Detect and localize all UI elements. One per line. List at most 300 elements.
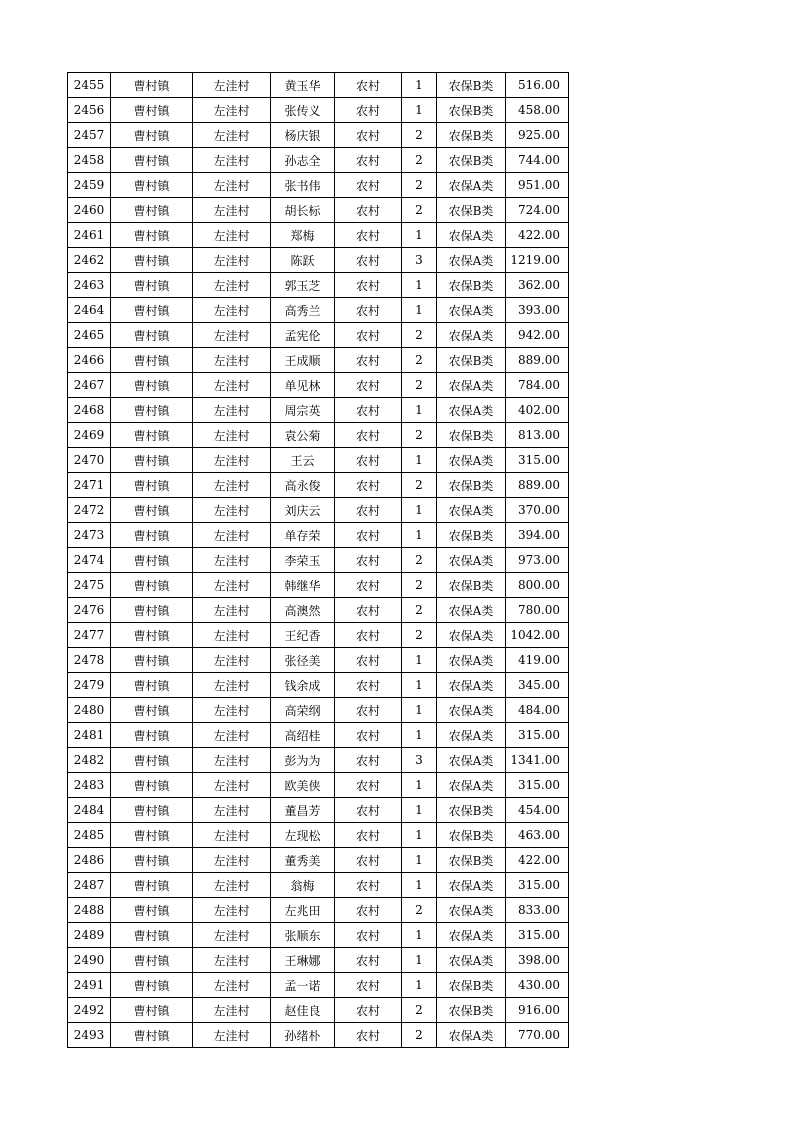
town-cell: 曹村镇 xyxy=(111,998,193,1023)
amount-cell: 398.00 xyxy=(506,948,569,973)
household-count-cell: 1 xyxy=(402,973,437,998)
insurance-category-cell: 农保A类 xyxy=(437,648,506,673)
town-cell: 曹村镇 xyxy=(111,723,193,748)
town-cell: 曹村镇 xyxy=(111,248,193,273)
record-id-cell: 2456 xyxy=(68,98,111,123)
table-row xyxy=(68,648,569,673)
village-cell: 左洼村 xyxy=(193,923,271,948)
table-row xyxy=(68,948,569,973)
village-cell: 左洼村 xyxy=(193,748,271,773)
insurance-category-cell: 农保A类 xyxy=(437,373,506,398)
person-name-cell: 王琳娜 xyxy=(271,948,335,973)
village-cell: 左洼村 xyxy=(193,873,271,898)
record-id-cell: 2459 xyxy=(68,173,111,198)
insurance-category-cell: 农保A类 xyxy=(437,698,506,723)
insurance-category-cell: 农保B类 xyxy=(437,348,506,373)
amount-cell: 833.00 xyxy=(506,898,569,923)
record-id-cell: 2462 xyxy=(68,248,111,273)
household-count-cell: 1 xyxy=(402,648,437,673)
table-row xyxy=(68,698,569,723)
amount-cell: 402.00 xyxy=(506,398,569,423)
record-id-cell: 2467 xyxy=(68,373,111,398)
amount-cell: 362.00 xyxy=(506,273,569,298)
village-cell: 左洼村 xyxy=(193,223,271,248)
household-count-cell: 2 xyxy=(402,1023,437,1048)
household-count-cell: 2 xyxy=(402,373,437,398)
record-id-cell: 2460 xyxy=(68,198,111,223)
town-cell: 曹村镇 xyxy=(111,298,193,323)
insurance-category-cell: 农保B类 xyxy=(437,848,506,873)
insurance-category-cell: 农保A类 xyxy=(437,723,506,748)
table-row xyxy=(68,498,569,523)
amount-cell: 916.00 xyxy=(506,998,569,1023)
insurance-category-cell: 农保B类 xyxy=(437,123,506,148)
amount-cell: 393.00 xyxy=(506,298,569,323)
table-row xyxy=(68,573,569,598)
town-cell: 曹村镇 xyxy=(111,673,193,698)
insurance-category-cell: 农保B类 xyxy=(437,148,506,173)
insurance-category-cell: 农保B类 xyxy=(437,523,506,548)
person-name-cell: 翁梅 xyxy=(271,873,335,898)
record-id-cell: 2487 xyxy=(68,873,111,898)
record-id-cell: 2464 xyxy=(68,298,111,323)
person-name-cell: 高秀兰 xyxy=(271,298,335,323)
amount-cell: 1219.00 xyxy=(506,248,569,273)
area-type-cell: 农村 xyxy=(335,373,402,398)
person-name-cell: 董秀美 xyxy=(271,848,335,873)
record-id-cell: 2455 xyxy=(68,73,111,98)
household-count-cell: 2 xyxy=(402,573,437,598)
town-cell: 曹村镇 xyxy=(111,773,193,798)
person-name-cell: 张顺东 xyxy=(271,923,335,948)
table-row xyxy=(68,198,569,223)
record-id-cell: 2457 xyxy=(68,123,111,148)
amount-cell: 419.00 xyxy=(506,648,569,673)
insurance-category-cell: 农保A类 xyxy=(437,498,506,523)
town-cell: 曹村镇 xyxy=(111,348,193,373)
household-count-cell: 1 xyxy=(402,273,437,298)
table-row xyxy=(68,98,569,123)
town-cell: 曹村镇 xyxy=(111,1023,193,1048)
town-cell: 曹村镇 xyxy=(111,823,193,848)
household-count-cell: 1 xyxy=(402,723,437,748)
area-type-cell: 农村 xyxy=(335,298,402,323)
area-type-cell: 农村 xyxy=(335,698,402,723)
household-count-cell: 1 xyxy=(402,873,437,898)
household-count-cell: 2 xyxy=(402,423,437,448)
person-name-cell: 董昌芳 xyxy=(271,798,335,823)
town-cell: 曹村镇 xyxy=(111,548,193,573)
table-row xyxy=(68,798,569,823)
record-id-cell: 2465 xyxy=(68,323,111,348)
area-type-cell: 农村 xyxy=(335,773,402,798)
table-row xyxy=(68,448,569,473)
area-type-cell: 农村 xyxy=(335,523,402,548)
person-name-cell: 王纪香 xyxy=(271,623,335,648)
area-type-cell: 农村 xyxy=(335,148,402,173)
area-type-cell: 农村 xyxy=(335,723,402,748)
record-id-cell: 2470 xyxy=(68,448,111,473)
record-id-cell: 2458 xyxy=(68,148,111,173)
household-count-cell: 1 xyxy=(402,948,437,973)
person-name-cell: 陈跃 xyxy=(271,248,335,273)
area-type-cell: 农村 xyxy=(335,248,402,273)
person-name-cell: 单见林 xyxy=(271,373,335,398)
table-row xyxy=(68,173,569,198)
amount-cell: 394.00 xyxy=(506,523,569,548)
area-type-cell: 农村 xyxy=(335,823,402,848)
record-id-cell: 2491 xyxy=(68,973,111,998)
village-cell: 左洼村 xyxy=(193,198,271,223)
amount-cell: 454.00 xyxy=(506,798,569,823)
village-cell: 左洼村 xyxy=(193,823,271,848)
town-cell: 曹村镇 xyxy=(111,798,193,823)
person-name-cell: 左兆田 xyxy=(271,898,335,923)
village-cell: 左洼村 xyxy=(193,98,271,123)
amount-cell: 422.00 xyxy=(506,848,569,873)
town-cell: 曹村镇 xyxy=(111,148,193,173)
record-id-cell: 2483 xyxy=(68,773,111,798)
table-row xyxy=(68,423,569,448)
person-name-cell: 孟一诺 xyxy=(271,973,335,998)
insurance-category-cell: 农保A类 xyxy=(437,548,506,573)
village-cell: 左洼村 xyxy=(193,423,271,448)
person-name-cell: 欧美侠 xyxy=(271,773,335,798)
amount-cell: 973.00 xyxy=(506,548,569,573)
amount-cell: 315.00 xyxy=(506,448,569,473)
amount-cell: 463.00 xyxy=(506,823,569,848)
household-count-cell: 2 xyxy=(402,473,437,498)
record-id-cell: 2484 xyxy=(68,798,111,823)
record-id-cell: 2489 xyxy=(68,923,111,948)
table-row xyxy=(68,323,569,348)
insurance-category-cell: 农保A类 xyxy=(437,298,506,323)
table-row xyxy=(68,548,569,573)
amount-cell: 889.00 xyxy=(506,473,569,498)
table-row xyxy=(68,1023,569,1048)
town-cell: 曹村镇 xyxy=(111,698,193,723)
person-name-cell: 高绍桂 xyxy=(271,723,335,748)
area-type-cell: 农村 xyxy=(335,673,402,698)
table-row xyxy=(68,473,569,498)
table-row xyxy=(68,723,569,748)
village-cell: 左洼村 xyxy=(193,673,271,698)
household-count-cell: 1 xyxy=(402,798,437,823)
household-count-cell: 2 xyxy=(402,348,437,373)
area-type-cell: 农村 xyxy=(335,1023,402,1048)
insurance-category-cell: 农保A类 xyxy=(437,623,506,648)
town-cell: 曹村镇 xyxy=(111,173,193,198)
village-cell: 左洼村 xyxy=(193,298,271,323)
person-name-cell: 王云 xyxy=(271,448,335,473)
amount-cell: 770.00 xyxy=(506,1023,569,1048)
table-row xyxy=(68,598,569,623)
record-id-cell: 2476 xyxy=(68,598,111,623)
record-id-cell: 2490 xyxy=(68,948,111,973)
person-name-cell: 杨庆银 xyxy=(271,123,335,148)
area-type-cell: 农村 xyxy=(335,473,402,498)
area-type-cell: 农村 xyxy=(335,973,402,998)
area-type-cell: 农村 xyxy=(335,573,402,598)
village-cell: 左洼村 xyxy=(193,698,271,723)
area-type-cell: 农村 xyxy=(335,273,402,298)
household-count-cell: 2 xyxy=(402,123,437,148)
amount-cell: 813.00 xyxy=(506,423,569,448)
insurance-category-cell: 农保B类 xyxy=(437,998,506,1023)
area-type-cell: 农村 xyxy=(335,398,402,423)
town-cell: 曹村镇 xyxy=(111,898,193,923)
household-count-cell: 1 xyxy=(402,298,437,323)
area-type-cell: 农村 xyxy=(335,323,402,348)
village-cell: 左洼村 xyxy=(193,598,271,623)
area-type-cell: 农村 xyxy=(335,498,402,523)
area-type-cell: 农村 xyxy=(335,198,402,223)
person-name-cell: 郭玉芝 xyxy=(271,273,335,298)
amount-cell: 925.00 xyxy=(506,123,569,148)
insurance-category-cell: 农保A类 xyxy=(437,923,506,948)
household-count-cell: 2 xyxy=(402,998,437,1023)
insurance-category-cell: 农保A类 xyxy=(437,898,506,923)
insurance-category-cell: 农保A类 xyxy=(437,248,506,273)
village-cell: 左洼村 xyxy=(193,73,271,98)
insurance-category-cell: 农保A类 xyxy=(437,223,506,248)
amount-cell: 430.00 xyxy=(506,973,569,998)
amount-cell: 744.00 xyxy=(506,148,569,173)
town-cell: 曹村镇 xyxy=(111,623,193,648)
town-cell: 曹村镇 xyxy=(111,123,193,148)
town-cell: 曹村镇 xyxy=(111,748,193,773)
household-count-cell: 1 xyxy=(402,448,437,473)
table-row xyxy=(68,123,569,148)
town-cell: 曹村镇 xyxy=(111,873,193,898)
table-row xyxy=(68,973,569,998)
record-id-cell: 2475 xyxy=(68,573,111,598)
household-count-cell: 1 xyxy=(402,98,437,123)
village-cell: 左洼村 xyxy=(193,973,271,998)
insurance-category-cell: 农保B类 xyxy=(437,273,506,298)
area-type-cell: 农村 xyxy=(335,123,402,148)
amount-cell: 422.00 xyxy=(506,223,569,248)
village-cell: 左洼村 xyxy=(193,348,271,373)
person-name-cell: 高澳然 xyxy=(271,598,335,623)
insurance-category-cell: 农保A类 xyxy=(437,448,506,473)
household-count-cell: 1 xyxy=(402,698,437,723)
insurance-category-cell: 农保A类 xyxy=(437,398,506,423)
household-count-cell: 1 xyxy=(402,848,437,873)
amount-cell: 484.00 xyxy=(506,698,569,723)
roster-body xyxy=(68,73,569,1048)
town-cell: 曹村镇 xyxy=(111,573,193,598)
household-count-cell: 2 xyxy=(402,623,437,648)
insurance-category-cell: 农保B类 xyxy=(437,98,506,123)
insurance-category-cell: 农保A类 xyxy=(437,1023,506,1048)
area-type-cell: 农村 xyxy=(335,948,402,973)
village-cell: 左洼村 xyxy=(193,573,271,598)
insurance-category-cell: 农保A类 xyxy=(437,948,506,973)
village-cell: 左洼村 xyxy=(193,948,271,973)
person-name-cell: 李荣玉 xyxy=(271,548,335,573)
area-type-cell: 农村 xyxy=(335,173,402,198)
village-cell: 左洼村 xyxy=(193,898,271,923)
insurance-category-cell: 农保A类 xyxy=(437,598,506,623)
town-cell: 曹村镇 xyxy=(111,398,193,423)
record-id-cell: 2488 xyxy=(68,898,111,923)
village-cell: 左洼村 xyxy=(193,173,271,198)
village-cell: 左洼村 xyxy=(193,273,271,298)
person-name-cell: 刘庆云 xyxy=(271,498,335,523)
household-count-cell: 2 xyxy=(402,173,437,198)
town-cell: 曹村镇 xyxy=(111,98,193,123)
village-cell: 左洼村 xyxy=(193,648,271,673)
area-type-cell: 农村 xyxy=(335,598,402,623)
record-id-cell: 2493 xyxy=(68,1023,111,1048)
person-name-cell: 张书伟 xyxy=(271,173,335,198)
record-id-cell: 2480 xyxy=(68,698,111,723)
village-cell: 左洼村 xyxy=(193,398,271,423)
person-name-cell: 孟宪伦 xyxy=(271,323,335,348)
amount-cell: 1042.00 xyxy=(506,623,569,648)
insurance-category-cell: 农保A类 xyxy=(437,773,506,798)
area-type-cell: 农村 xyxy=(335,798,402,823)
table-row xyxy=(68,398,569,423)
amount-cell: 370.00 xyxy=(506,498,569,523)
person-name-cell: 韩继华 xyxy=(271,573,335,598)
record-id-cell: 2474 xyxy=(68,548,111,573)
person-name-cell: 王成顺 xyxy=(271,348,335,373)
table-row xyxy=(68,848,569,873)
table-row xyxy=(68,773,569,798)
person-name-cell: 胡长标 xyxy=(271,198,335,223)
insurance-category-cell: 农保A类 xyxy=(437,873,506,898)
household-count-cell: 1 xyxy=(402,223,437,248)
amount-cell: 458.00 xyxy=(506,98,569,123)
household-count-cell: 1 xyxy=(402,923,437,948)
area-type-cell: 农村 xyxy=(335,648,402,673)
area-type-cell: 农村 xyxy=(335,548,402,573)
town-cell: 曹村镇 xyxy=(111,323,193,348)
amount-cell: 1341.00 xyxy=(506,748,569,773)
person-name-cell: 黄玉华 xyxy=(271,73,335,98)
amount-cell: 889.00 xyxy=(506,348,569,373)
town-cell: 曹村镇 xyxy=(111,448,193,473)
person-name-cell: 袁公菊 xyxy=(271,423,335,448)
person-name-cell: 高荣纲 xyxy=(271,698,335,723)
record-id-cell: 2468 xyxy=(68,398,111,423)
record-id-cell: 2482 xyxy=(68,748,111,773)
insurance-category-cell: 农保A类 xyxy=(437,323,506,348)
household-count-cell: 3 xyxy=(402,248,437,273)
town-cell: 曹村镇 xyxy=(111,948,193,973)
record-id-cell: 2461 xyxy=(68,223,111,248)
insurance-category-cell: 农保B类 xyxy=(437,823,506,848)
record-id-cell: 2472 xyxy=(68,498,111,523)
person-name-cell: 钱余成 xyxy=(271,673,335,698)
village-cell: 左洼村 xyxy=(193,448,271,473)
table-row xyxy=(68,623,569,648)
record-id-cell: 2463 xyxy=(68,273,111,298)
household-count-cell: 2 xyxy=(402,198,437,223)
table-row xyxy=(68,898,569,923)
household-count-cell: 1 xyxy=(402,673,437,698)
amount-cell: 315.00 xyxy=(506,873,569,898)
household-count-cell: 1 xyxy=(402,773,437,798)
table-row xyxy=(68,823,569,848)
village-cell: 左洼村 xyxy=(193,373,271,398)
record-id-cell: 2492 xyxy=(68,998,111,1023)
area-type-cell: 农村 xyxy=(335,873,402,898)
area-type-cell: 农村 xyxy=(335,423,402,448)
table-row xyxy=(68,998,569,1023)
record-id-cell: 2473 xyxy=(68,523,111,548)
insurance-category-cell: 农保B类 xyxy=(437,423,506,448)
town-cell: 曹村镇 xyxy=(111,273,193,298)
insurance-category-cell: 农保B类 xyxy=(437,798,506,823)
village-cell: 左洼村 xyxy=(193,798,271,823)
town-cell: 曹村镇 xyxy=(111,848,193,873)
insurance-category-cell: 农保B类 xyxy=(437,973,506,998)
village-cell: 左洼村 xyxy=(193,323,271,348)
insurance-category-cell: 农保B类 xyxy=(437,573,506,598)
area-type-cell: 农村 xyxy=(335,748,402,773)
table-row xyxy=(68,73,569,98)
household-count-cell: 2 xyxy=(402,598,437,623)
table-row xyxy=(68,873,569,898)
town-cell: 曹村镇 xyxy=(111,973,193,998)
household-count-cell: 2 xyxy=(402,148,437,173)
person-name-cell: 张传义 xyxy=(271,98,335,123)
table-row xyxy=(68,273,569,298)
household-count-cell: 2 xyxy=(402,898,437,923)
village-cell: 左洼村 xyxy=(193,623,271,648)
village-cell: 左洼村 xyxy=(193,1023,271,1048)
area-type-cell: 农村 xyxy=(335,848,402,873)
area-type-cell: 农村 xyxy=(335,448,402,473)
insurance-category-cell: 农保B类 xyxy=(437,73,506,98)
amount-cell: 315.00 xyxy=(506,923,569,948)
amount-cell: 315.00 xyxy=(506,723,569,748)
table-row xyxy=(68,248,569,273)
insurance-category-cell: 农保B类 xyxy=(437,473,506,498)
village-cell: 左洼村 xyxy=(193,848,271,873)
area-type-cell: 农村 xyxy=(335,223,402,248)
table-row xyxy=(68,523,569,548)
village-cell: 左洼村 xyxy=(193,773,271,798)
person-name-cell: 孙志全 xyxy=(271,148,335,173)
town-cell: 曹村镇 xyxy=(111,923,193,948)
person-name-cell: 孙绪朴 xyxy=(271,1023,335,1048)
table-row xyxy=(68,298,569,323)
record-id-cell: 2469 xyxy=(68,423,111,448)
record-id-cell: 2485 xyxy=(68,823,111,848)
amount-cell: 315.00 xyxy=(506,773,569,798)
table-row xyxy=(68,923,569,948)
town-cell: 曹村镇 xyxy=(111,198,193,223)
amount-cell: 780.00 xyxy=(506,598,569,623)
table-row xyxy=(68,673,569,698)
record-id-cell: 2478 xyxy=(68,648,111,673)
roster-table xyxy=(67,72,569,1048)
amount-cell: 784.00 xyxy=(506,373,569,398)
town-cell: 曹村镇 xyxy=(111,223,193,248)
village-cell: 左洼村 xyxy=(193,498,271,523)
amount-cell: 345.00 xyxy=(506,673,569,698)
amount-cell: 724.00 xyxy=(506,198,569,223)
village-cell: 左洼村 xyxy=(193,473,271,498)
town-cell: 曹村镇 xyxy=(111,73,193,98)
village-cell: 左洼村 xyxy=(193,523,271,548)
household-count-cell: 3 xyxy=(402,748,437,773)
amount-cell: 942.00 xyxy=(506,323,569,348)
